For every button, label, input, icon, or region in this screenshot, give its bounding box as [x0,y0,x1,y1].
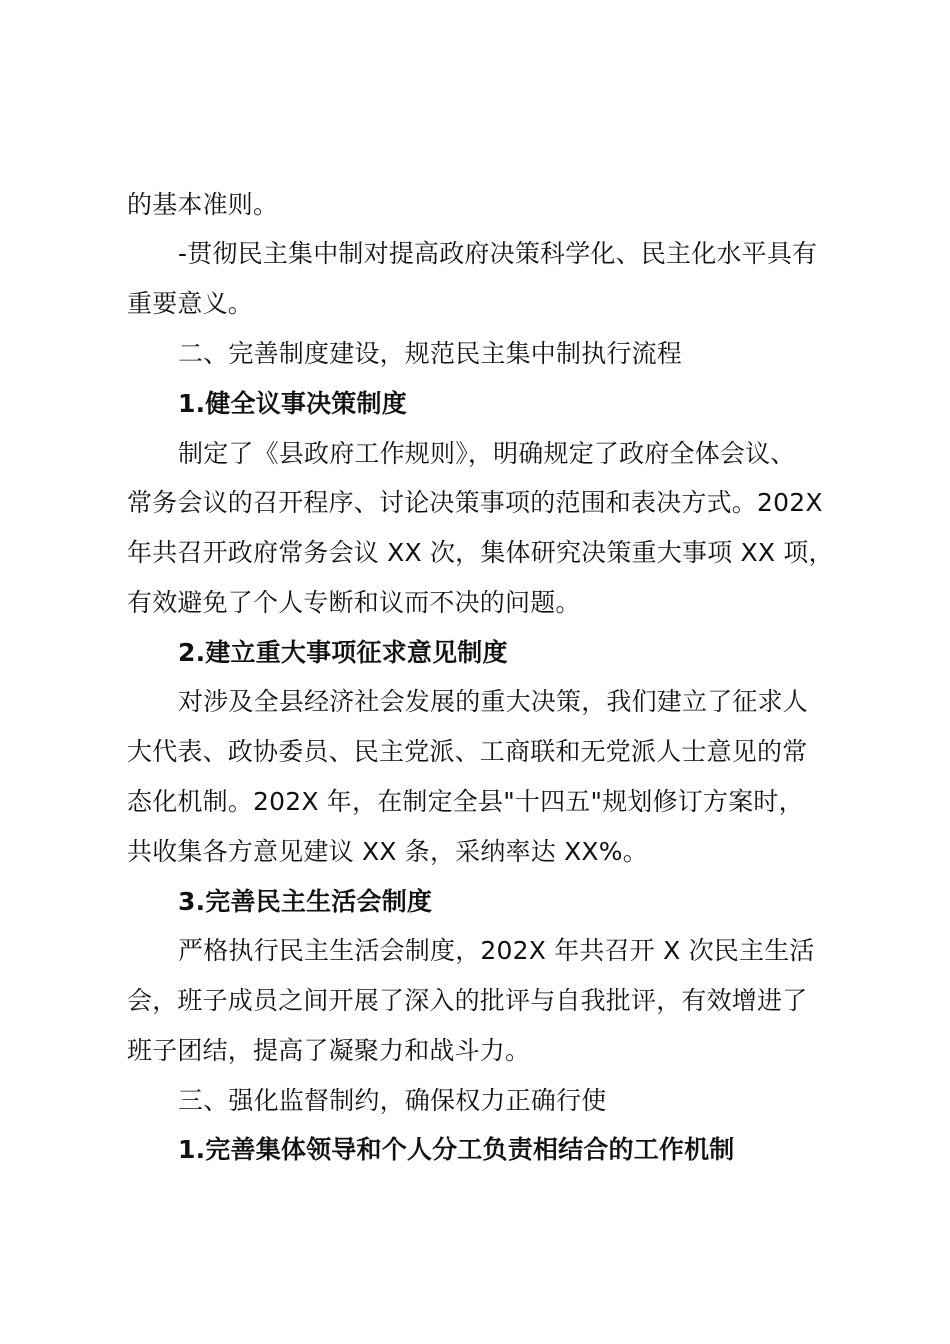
paragraph-line: 会，班子成员之间开展了深入的批评与自我批评，有效增进了 [127,986,808,1015]
paragraph-line: 态化机制。202X 年，在制定全县"十四五"规划修订方案时， [127,787,804,816]
paragraph-line: 大代表、政协委员、民主党派、工商联和无党派人士意见的常 [127,737,808,766]
paragraph-line: 班子团结，提高了凝聚力和战斗力。 [127,1036,531,1065]
paragraph-line: 对涉及全县经济社会发展的重大决策，我们建立了征求人 [178,687,809,716]
section-heading: 二、完善制度建设，规范民主集中制执行流程 [178,339,683,368]
section-heading: 三、强化监督制约，确保权力正确行使 [178,1086,607,1115]
subsection-heading: 1.完善集体领导和个人分工负责相结合的工作机制 [178,1135,735,1164]
paragraph-line: -贯彻民主集中制对提高政府决策科学化、民主化水平具有 [178,239,818,268]
paragraph-line: 常务会议的召开程序、讨论决策事项的范围和表决方式。202X [127,488,823,517]
paragraph-line: 有效避免了个人专断和议而不决的问题。 [127,588,581,617]
paragraph-line: 制定了《县政府工作规则》，明确规定了政府全体会议、 [178,439,796,468]
subsection-heading: 2.建立重大事项征求意见制度 [178,638,508,667]
paragraph-line: 共收集各方意见建议 XX 条，采纳率达 XX%。 [127,837,648,866]
paragraph-line: 年共召开政府常务会议 XX 次，集体研究决策重大事项 XX 项， [127,538,834,567]
paragraph-line: 严格执行民主生活会制度，202X 年共召开 X 次民主生活 [178,936,815,965]
paragraph-line: 的基本准则。 [127,190,279,219]
paragraph-line: 重要意义。 [127,289,254,318]
subsection-heading: 3.完善民主生活会制度 [178,887,433,916]
subsection-heading: 1.健全议事决策制度 [178,389,407,418]
